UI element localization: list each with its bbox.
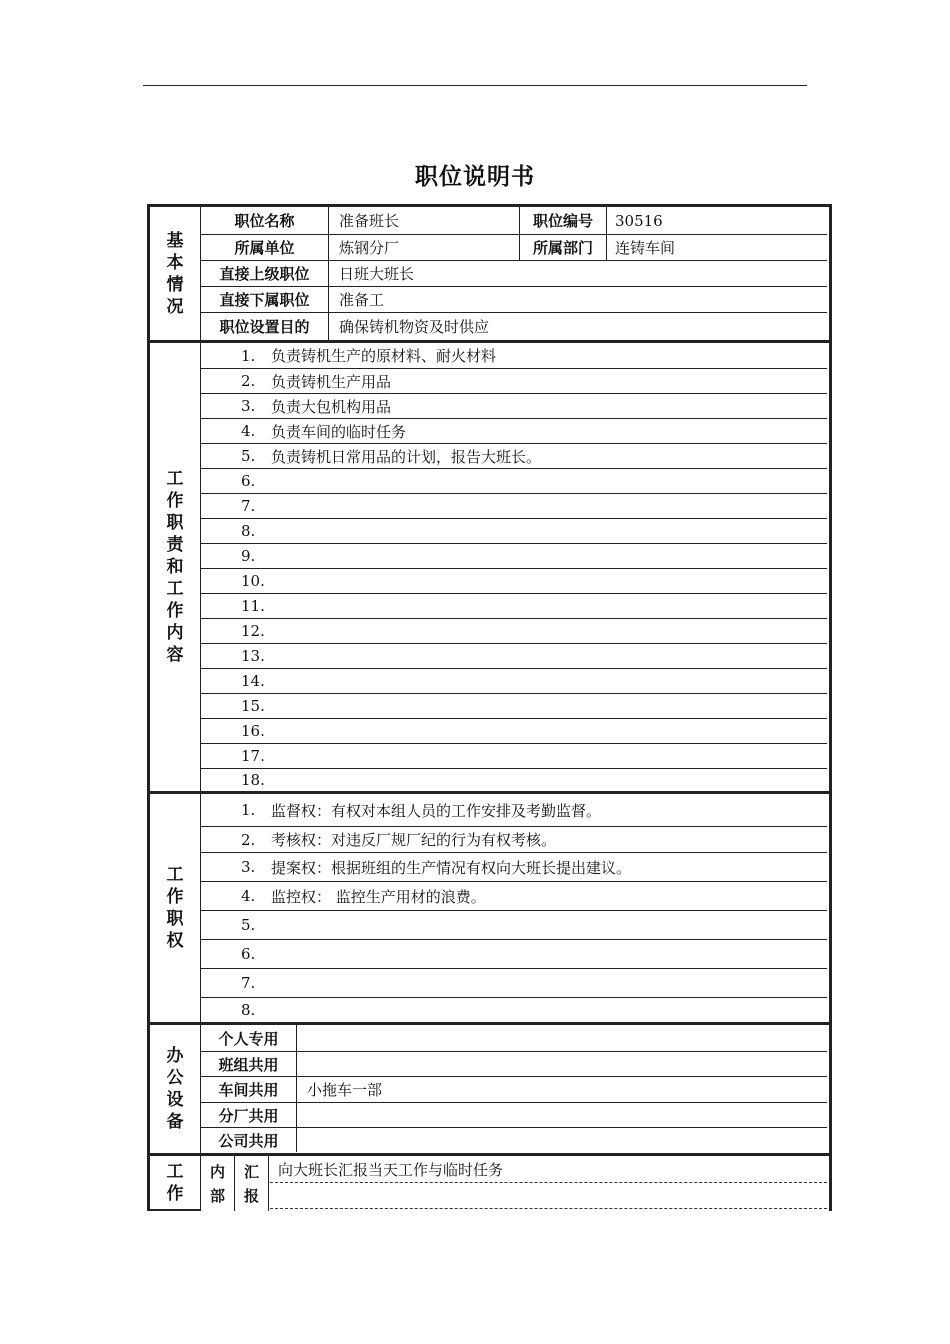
duty-item-number: 2. [241,372,256,390]
duty-item-number: 15. [241,697,265,715]
duty-item-text: 负责铸机生产的原材料、耐火材料 [271,347,497,365]
position-code-label: 职位编号 [520,207,607,234]
duty-item-number: 13. [241,647,265,665]
equipment-scope-label: 个人专用 [201,1025,297,1051]
duty-item-number: 6. [241,472,256,490]
dept-label: 所属部门 [520,235,607,260]
authority-item-text: 监控权： 监控生产用材的浪费。 [271,887,486,906]
duty-item-text: 负责车间的临时任务 [271,422,407,441]
equipment-scope-label: 公司共用 [201,1128,297,1152]
duty-item-number: 8. [241,522,256,540]
subordinate-label: 直接下属职位 [201,287,329,312]
duty-item-number: 9. [241,547,256,565]
subordinate-value: 准备工 [339,291,385,309]
authority-item-text: 提案权：根据班组的生产情况有权向大班长提出建议。 [271,858,632,877]
authority-section [150,794,829,1022]
authority-item-row [201,940,827,969]
authority-item-row [201,882,827,911]
basic-row-superior [201,261,827,287]
authority-item-row [201,911,827,940]
work-relations-label: 工 作 [150,1156,201,1211]
internal-label: 内 部 [201,1156,235,1211]
job-description-form [147,204,832,1211]
authority-item-row [201,969,827,998]
basic-row-purpose [201,313,827,340]
page-title: 职位说明书 [415,164,535,190]
equipment-row [201,1103,827,1128]
duty-item-row [201,469,827,494]
equipment-row [201,1052,827,1077]
equipment-section [150,1025,829,1153]
equipment-value [297,1103,307,1127]
duty-item-row [201,619,827,644]
duty-item-row [201,519,827,544]
duty-item-row [201,394,827,419]
duties-section [150,343,829,791]
duty-item-text: 负责铸机生产用品 [271,372,392,391]
purpose-label: 职位设置目的 [201,313,329,340]
duty-item-row [201,744,827,769]
authority-item-number: 4. [241,887,256,905]
authority-item-row [201,998,827,1021]
basic-row-unit [201,235,827,261]
duty-item-row [201,369,827,394]
duty-item-number: 12. [241,622,265,640]
duty-item-number: 7. [241,497,256,515]
duties-label: 工 作 职 责 和 工 作 内 容 [150,343,201,791]
duty-item-row [201,494,827,519]
authority-item-number: 6. [241,945,256,963]
dept-value: 连铸车间 [615,239,676,257]
duty-item-row [201,694,827,719]
equipment-row [201,1077,827,1103]
basic-row-name [201,207,827,235]
duty-item-number: 1. [241,346,256,365]
authority-item-number: 1. [241,801,256,819]
report-label: 汇 报 [235,1156,269,1211]
duty-item-text: 负责大包机构用品 [271,397,392,416]
duty-item-row [201,419,827,444]
authority-item-row [201,794,827,827]
duty-item-number: 3. [241,397,256,415]
authority-item-row [201,853,827,882]
superior-label: 直接上级职位 [201,261,329,286]
duty-item-row [201,444,827,469]
equipment-scope-label: 车间共用 [201,1077,297,1102]
duty-item-row [201,569,827,594]
authority-item-text: 监督权：有权对本组人员的工作安排及考勤监督。 [271,801,602,820]
basic-row-subordinate [201,287,827,313]
authority-item-number: 5. [241,916,256,934]
authority-item-number: 8. [241,1000,256,1019]
equipment-row [201,1025,827,1052]
equipment-value [297,1052,307,1076]
duty-item-row [201,719,827,744]
duty-item-number: 16. [241,722,265,740]
duty-item-number: 11. [241,597,265,615]
authority-item-number: 2. [241,830,256,849]
duty-item-row [201,343,827,369]
header-rule [143,85,807,86]
authority-item-number: 3. [241,858,256,876]
duty-item-row [201,769,827,791]
equipment-label: 办 公 设 备 [150,1025,201,1153]
duty-item-number: 17. [241,747,265,765]
basic-info-label: 基 本 情 况 [150,207,201,340]
equipment-value: 小拖车一部 [307,1081,383,1099]
position-name-value: 准备班长 [329,207,520,234]
unit-label: 所属单位 [201,235,329,260]
work-relations-section [150,1156,829,1211]
duty-item-row [201,544,827,569]
basic-info-section [150,207,829,340]
position-code-value: 30516 [615,211,663,230]
duty-item-number: 18. [241,771,265,789]
equipment-value [297,1025,307,1051]
authority-item-number: 7. [241,974,256,992]
duty-item-number: 10. [241,572,265,590]
dashed-line [270,1182,827,1183]
authority-item-row [201,827,827,853]
duty-item-number: 14. [241,672,265,690]
authority-label: 工 作 职 权 [150,794,201,1022]
duty-item-row [201,644,827,669]
equipment-value [297,1128,307,1152]
duty-item-number: 4. [241,422,256,440]
duty-item-text: 负责铸机日常用品的计划，报告大班长。 [271,447,542,466]
equipment-row [201,1128,827,1152]
superior-value: 日班大班长 [339,265,415,283]
unit-value: 炼钢分厂 [329,235,520,260]
equipment-scope-label: 班组共用 [201,1052,297,1076]
authority-item-text: 考核权：对违反厂规厂纪的行为有权考核。 [271,831,557,849]
purpose-value: 确保铸机物资及时供应 [339,318,490,336]
equipment-scope-label: 分厂共用 [201,1103,297,1127]
duty-item-row [201,669,827,694]
position-name-label: 职位名称 [201,207,329,234]
report-text: 向大班长汇报当天工作与临时任务 [278,1161,504,1179]
duty-item-number: 5. [241,447,256,465]
duty-item-row [201,594,827,619]
dashed-line [270,1208,827,1209]
